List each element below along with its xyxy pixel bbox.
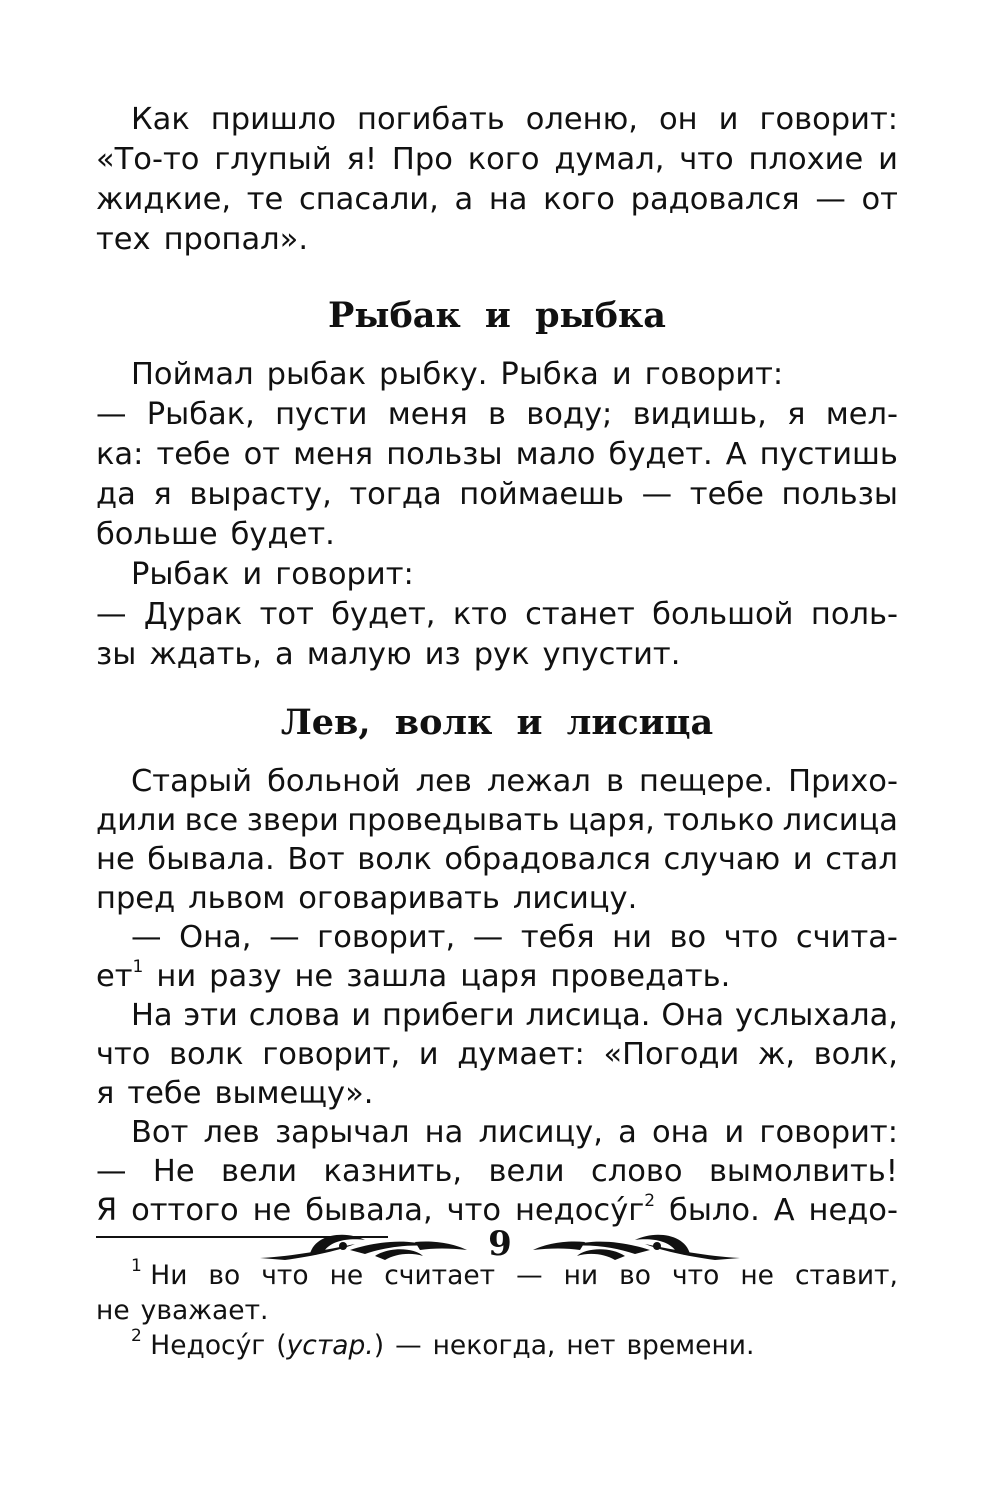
word: случаю xyxy=(663,842,781,877)
word: упустит. xyxy=(542,637,681,672)
word: тогда xyxy=(349,477,442,512)
word: те xyxy=(246,182,284,217)
word: вымещу». xyxy=(214,1076,374,1111)
word: пещере. xyxy=(639,764,774,799)
word: я xyxy=(153,477,172,512)
word: на xyxy=(488,182,528,217)
word: поймаешь xyxy=(459,477,625,512)
word: казнить, xyxy=(323,1154,463,1189)
word: что xyxy=(96,1037,151,1072)
word: волк xyxy=(357,842,432,877)
text-line xyxy=(96,996,898,1036)
word: да xyxy=(96,477,136,512)
text-line xyxy=(96,1035,898,1075)
word: Рыбак xyxy=(131,557,230,592)
word: поль- xyxy=(810,597,898,632)
story-title-lion-wolf-fox: Лев, волк и лисица xyxy=(280,702,714,743)
text-line xyxy=(96,635,898,675)
word: а xyxy=(618,1115,637,1150)
word: царя xyxy=(460,959,538,994)
word: я! xyxy=(346,142,378,177)
word: пользы xyxy=(781,477,898,512)
word: Как xyxy=(131,102,190,137)
word: лев xyxy=(415,764,472,799)
word: было. xyxy=(669,1193,760,1228)
word: в xyxy=(605,764,624,799)
footnote-1-mark: 1 xyxy=(131,1256,142,1277)
word: и xyxy=(718,102,739,137)
word: лежал xyxy=(486,764,591,799)
word: «Погоди xyxy=(603,1037,740,1072)
text-line xyxy=(96,957,898,997)
text-line xyxy=(96,1152,898,1192)
word: он xyxy=(658,102,698,137)
word: Я xyxy=(96,1193,118,1228)
word: слово xyxy=(590,1154,683,1189)
word: ка: xyxy=(96,437,144,472)
text-line xyxy=(96,879,898,919)
word: лисица xyxy=(782,803,898,838)
word: кто xyxy=(452,597,508,632)
word: На xyxy=(131,998,173,1033)
word: проведывать xyxy=(347,803,560,838)
word: А xyxy=(725,437,747,472)
word: пользы xyxy=(386,437,503,472)
word: будет, xyxy=(331,597,436,632)
text-line xyxy=(96,801,898,841)
word: недо- xyxy=(808,1193,898,1228)
word: — xyxy=(96,397,127,432)
word: больше xyxy=(96,517,218,552)
word: и xyxy=(242,557,263,592)
word: бывала. xyxy=(147,842,275,877)
word: оговаривать xyxy=(298,881,500,916)
word: я xyxy=(787,397,806,432)
text-line xyxy=(96,435,898,475)
word: что xyxy=(723,920,779,955)
word: счита- xyxy=(795,920,898,955)
word: лисицу, xyxy=(478,1115,603,1150)
word: тех xyxy=(96,222,151,257)
word: а xyxy=(454,182,474,217)
word: пред xyxy=(96,881,176,916)
word: ждать, xyxy=(149,637,263,672)
word: Дурак xyxy=(143,597,243,632)
text-line xyxy=(96,595,898,635)
word: будет. xyxy=(608,437,713,472)
word: зы xyxy=(96,637,137,672)
word: на xyxy=(424,1115,464,1150)
text-line xyxy=(96,395,898,435)
text-line xyxy=(96,475,898,515)
word: не xyxy=(96,842,135,877)
text-line xyxy=(96,840,898,880)
word: вели xyxy=(221,1154,298,1189)
text-line xyxy=(96,355,898,395)
text-line xyxy=(96,1113,898,1153)
word: пусти xyxy=(275,397,368,432)
story-title-fisherman: Рыбак и рыбка xyxy=(328,295,666,336)
text-line xyxy=(96,180,898,220)
word: Прихо- xyxy=(788,764,898,799)
word: малую xyxy=(306,637,412,672)
footnote-reference: 1 xyxy=(132,956,144,977)
word: Не xyxy=(152,1154,195,1189)
word: «То-то xyxy=(96,142,200,177)
word: говорит: xyxy=(759,102,898,137)
word: говорит, xyxy=(262,1037,401,1072)
word: ни xyxy=(612,920,652,955)
word: волк, xyxy=(813,1037,898,1072)
word: говорит: xyxy=(644,357,784,392)
word: будет. xyxy=(230,517,335,552)
text-line xyxy=(96,762,898,802)
word: плохие xyxy=(748,142,864,177)
word: ж, xyxy=(757,1037,796,1072)
word: тебе xyxy=(689,477,764,512)
footnote-1-line-2: не уважает. xyxy=(96,1295,269,1326)
word: прибеги xyxy=(382,998,515,1033)
word: большой xyxy=(652,597,794,632)
word: воду; xyxy=(526,397,613,432)
text-line xyxy=(96,918,898,958)
word: А xyxy=(773,1193,795,1228)
text-line xyxy=(96,515,898,555)
word: лев xyxy=(203,1115,260,1150)
word: мел- xyxy=(825,397,898,432)
word: ни xyxy=(156,959,197,994)
word: Про xyxy=(391,142,453,177)
word: кого xyxy=(467,142,540,177)
word: проведать. xyxy=(550,959,731,994)
word: мало xyxy=(515,437,596,472)
word: Вот xyxy=(131,1115,189,1150)
word: видишь, xyxy=(632,397,767,432)
footnote-reference: 2 xyxy=(644,1190,656,1211)
word: и xyxy=(878,142,898,177)
right-flourish-icon xyxy=(530,1220,745,1270)
word: зарычал xyxy=(274,1115,410,1150)
word: от xyxy=(243,437,281,472)
word: Поймал xyxy=(131,357,254,392)
word: погибать xyxy=(357,102,505,137)
word: тебя xyxy=(520,920,595,955)
word: эти xyxy=(183,998,238,1033)
word: а xyxy=(275,637,294,672)
word: разу xyxy=(209,959,282,994)
word: рыбак xyxy=(266,357,366,392)
word: Рыбак, xyxy=(146,397,255,432)
word: — xyxy=(269,920,300,955)
word: тебе xyxy=(156,437,231,472)
word: только xyxy=(663,803,775,838)
word: она xyxy=(651,1115,710,1150)
word: жидкие, xyxy=(96,182,232,217)
word: стал xyxy=(825,842,898,877)
word: вели xyxy=(488,1154,565,1189)
word: дили xyxy=(96,803,177,838)
word: думал, xyxy=(554,142,665,177)
word: Рыбка xyxy=(500,357,599,392)
word: я xyxy=(96,1076,115,1111)
word: львом xyxy=(188,881,286,916)
word: пропал». xyxy=(163,222,309,257)
word: рук xyxy=(473,637,530,672)
word: вымолвить! xyxy=(708,1154,898,1189)
word: что xyxy=(446,1193,502,1228)
word: пришло xyxy=(210,102,336,137)
word: спасали, xyxy=(298,182,439,217)
word: говорит: xyxy=(759,1115,898,1150)
word: обрадовался xyxy=(444,842,651,877)
word: от xyxy=(861,182,898,217)
word: и xyxy=(418,1037,439,1072)
word: Она xyxy=(661,998,725,1033)
word: зашла xyxy=(346,959,448,994)
word: меня xyxy=(387,397,468,432)
word: пустишь xyxy=(759,437,898,472)
word: станет xyxy=(525,597,635,632)
word: вырасту, xyxy=(189,477,332,512)
word: говорит: xyxy=(275,557,414,592)
word: — xyxy=(96,597,127,632)
word: лисица. xyxy=(525,998,651,1033)
word: рыбку. xyxy=(379,357,488,392)
word: и xyxy=(792,842,813,877)
word: — xyxy=(472,920,504,955)
text-line xyxy=(96,140,898,180)
word: и xyxy=(611,357,632,392)
word: радовался xyxy=(630,182,800,217)
word: $недосу́г^2$ xyxy=(514,1190,656,1228)
word: оленю, xyxy=(525,102,638,137)
word: не xyxy=(252,1193,292,1228)
word: — xyxy=(641,477,673,512)
word: лисицу. xyxy=(512,881,638,916)
word: — xyxy=(815,182,846,217)
word: — xyxy=(96,1154,127,1189)
text-line xyxy=(96,1074,898,1114)
text-line xyxy=(96,555,898,595)
footnote-1-line-1: $^1$ Ни во что не считает — ни во что не ставит, xyxy=(131,1256,898,1291)
footnote-2: $^2$ Недосу́г (устар.) — некогда, нет времени. xyxy=(131,1326,755,1361)
page-number: 9 xyxy=(488,1224,512,1264)
word: что xyxy=(679,142,734,177)
word: $ет^1$ xyxy=(96,956,144,994)
word: — xyxy=(131,920,162,955)
word: царя, xyxy=(567,803,655,838)
word: оттого xyxy=(131,1193,239,1228)
text-line xyxy=(96,100,898,140)
word: глупый xyxy=(214,142,332,177)
word: и xyxy=(351,998,372,1033)
word: бывала, xyxy=(305,1193,433,1228)
footnote-2-mark: 2 xyxy=(131,1326,142,1347)
word: не xyxy=(294,959,334,994)
word: и xyxy=(724,1115,745,1150)
word: кого xyxy=(543,182,615,217)
word: говорит, xyxy=(317,920,456,955)
word: Вот xyxy=(287,842,345,877)
word: Она, xyxy=(179,920,252,955)
word: волк xyxy=(169,1037,244,1072)
word: Старый xyxy=(131,764,253,799)
word: из xyxy=(424,637,461,672)
word: все xyxy=(184,803,239,838)
word: услыхала, xyxy=(734,998,898,1033)
word: во xyxy=(669,920,707,955)
word: думает: xyxy=(457,1037,585,1072)
left-flourish-icon xyxy=(255,1220,470,1270)
word: звери xyxy=(246,803,339,838)
word: больной xyxy=(267,764,401,799)
word: меня xyxy=(293,437,374,472)
word: тот xyxy=(259,597,314,632)
word: тебе xyxy=(127,1076,202,1111)
text-line xyxy=(96,220,898,260)
word: в xyxy=(488,397,506,432)
word: слова xyxy=(248,998,341,1033)
